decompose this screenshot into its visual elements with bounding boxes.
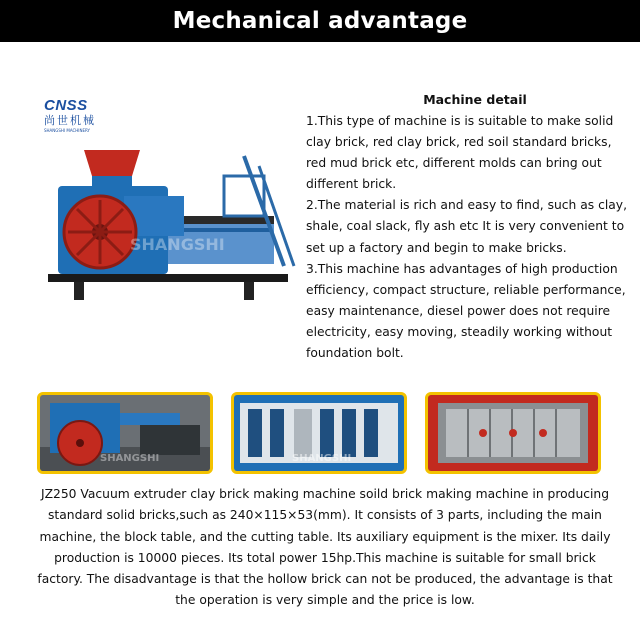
extruder-closeup-photo bbox=[37, 392, 213, 474]
page-banner bbox=[0, 0, 640, 42]
machine-description: JZ250 Vacuum extruder clay brick making machine soild brick making machine in producing standard solid bricks,such as 240×115×53(mm). It consists of 3 parts, including the main machine, the block table, and the cutting table. Its auxiliary equipment is the mixer. Its daily production is 10000 pieces. Its total power 15hp.This machine is suitable for small brick factory. The disadvantage is that the hollow brick can not be produced, the advantage is that the operation is very simple and the price is low. bbox=[37, 487, 613, 608]
detail-point-3: 3.This machine has advantages of high production efficiency, compact structure, reliable performance, easy maintenance, diesel power does not require electricity, easy moving, steadily working without foundation bolt. bbox=[306, 261, 626, 361]
logo-chinese-name: 尚世机械 bbox=[44, 114, 96, 127]
brick-mold-photo bbox=[425, 392, 601, 474]
roller-table-photo bbox=[231, 392, 407, 474]
detail-title: Machine detail bbox=[423, 92, 527, 107]
watermark-text: SHANGSHI bbox=[100, 453, 160, 464]
logo-mark: CNSS bbox=[44, 97, 88, 114]
watermark-text: SHANGSHI bbox=[292, 453, 352, 464]
logo-english-name: SHANGSHI MACHINERY bbox=[44, 128, 90, 133]
detail-point-2: 2.The material is rich and easy to find, such as clay, shale, coal slack, fly ash etc It is very convenient to set up a factory and begin to make bricks. bbox=[306, 198, 627, 255]
watermark-text: SHANGSHI bbox=[130, 235, 225, 254]
banner-title: Mechanical advantage bbox=[172, 8, 468, 34]
machine-detail-section bbox=[306, 92, 634, 364]
brick-machine-photo bbox=[44, 146, 300, 306]
brand-logo bbox=[44, 98, 106, 142]
detail-point-1: 1.This type of machine is is suitable to make solid clay brick, red clay brick, red soil standard bricks, red mud brick etc, different molds can bring out different brick. bbox=[306, 114, 614, 192]
